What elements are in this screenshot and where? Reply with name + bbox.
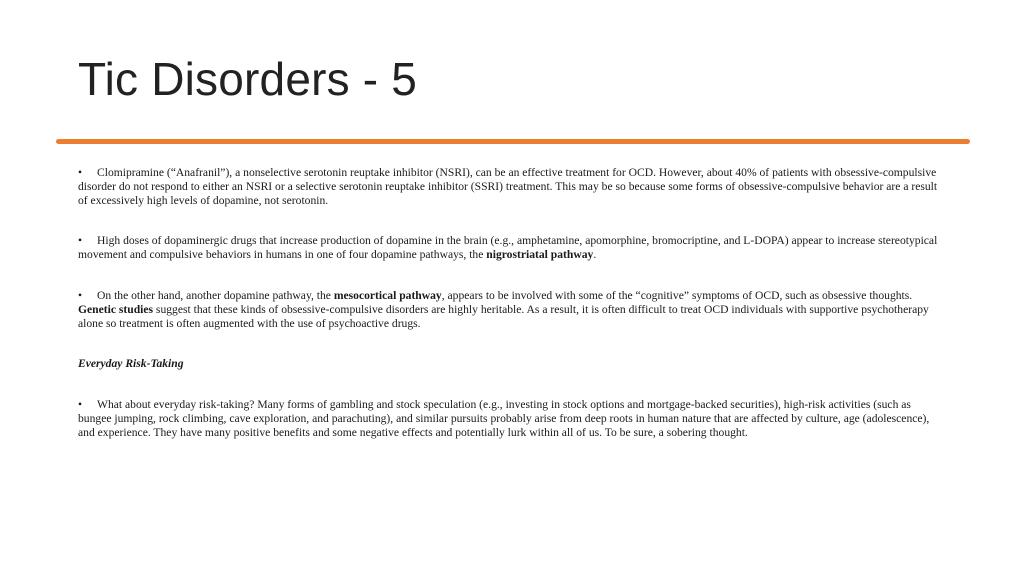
bullet-marker: • bbox=[78, 234, 83, 248]
paragraph-text: On the other hand, another dopamine pathway, the bbox=[97, 288, 334, 302]
bullet-marker: • bbox=[78, 398, 83, 412]
paragraph-text-end: suggest that these kinds of obsessive-compulsive disorders are highly heritable. As a result, it is often difficult to treat OCD individuals with supportive psychotherapy alone so treatment is often augmented with the use of psychoactive drugs. bbox=[78, 302, 929, 330]
term-genetic-studies: Genetic studies bbox=[78, 302, 154, 316]
paragraph-text: What about everyday risk-taking? Many forms of gambling and stock speculation (e.g., investing in stock options and mortgage-backed securities), high-risk activities (such as bungee jumping, rock climbing, cave exploration, and parachuting), and similar pursuits probably arise from deep roots in human nature that are affected by culture, age (adolescence), and experience. They have many positive benefits and some negative effects and potentially lurk within all of us. To be sure, a sobering thought. bbox=[78, 398, 930, 439]
term-nigrostriatal-pathway: nigrostriatal pathway bbox=[486, 248, 594, 262]
paragraph-clomipramine bbox=[78, 166, 938, 207]
bullet-marker: • bbox=[78, 288, 83, 302]
slide-body bbox=[78, 166, 938, 440]
paragraph-mesocortical bbox=[78, 289, 938, 330]
paragraph-text: Clomipramine (“Anafranil”), a nonselective serotonin reuptake inhibitor (NSRI), can be an effective treatment for OCD. However, about 40% of patients with obsessive-compulsive disorder do not respond to either an NSRI or a selective serotonin reuptake inhibitor (SSRI) treatment. This may be so because some forms of obsessive-compulsive behavior are a result of excessively high levels of dopamine, not serotonin. bbox=[78, 166, 938, 207]
slide-title: Tic Disorders - 5 bbox=[78, 53, 418, 105]
title-divider bbox=[56, 139, 970, 144]
paragraph-text: High doses of dopaminergic drugs that increase production of dopamine in the brain (e.g., amphetamine, apomorphine, bromocriptine, and L-DOPA) appear to increase stereotypical movement and compulsive behaviors in humans in one of four dopamine pathways, the bbox=[78, 234, 938, 262]
paragraph-text-middle: , appears to be involved with some of the “cognitive” symptoms of OCD, such as obsessive thoughts. bbox=[441, 288, 913, 302]
section-heading-risk-taking: Everyday Risk-Taking bbox=[78, 357, 184, 371]
bullet-marker: • bbox=[78, 166, 83, 179]
paragraph-text-end: . bbox=[593, 248, 597, 262]
term-mesocortical-pathway: mesocortical pathway bbox=[333, 288, 442, 302]
paragraph-risk-taking bbox=[78, 398, 938, 439]
paragraph-dopaminergic-drugs bbox=[78, 234, 938, 262]
